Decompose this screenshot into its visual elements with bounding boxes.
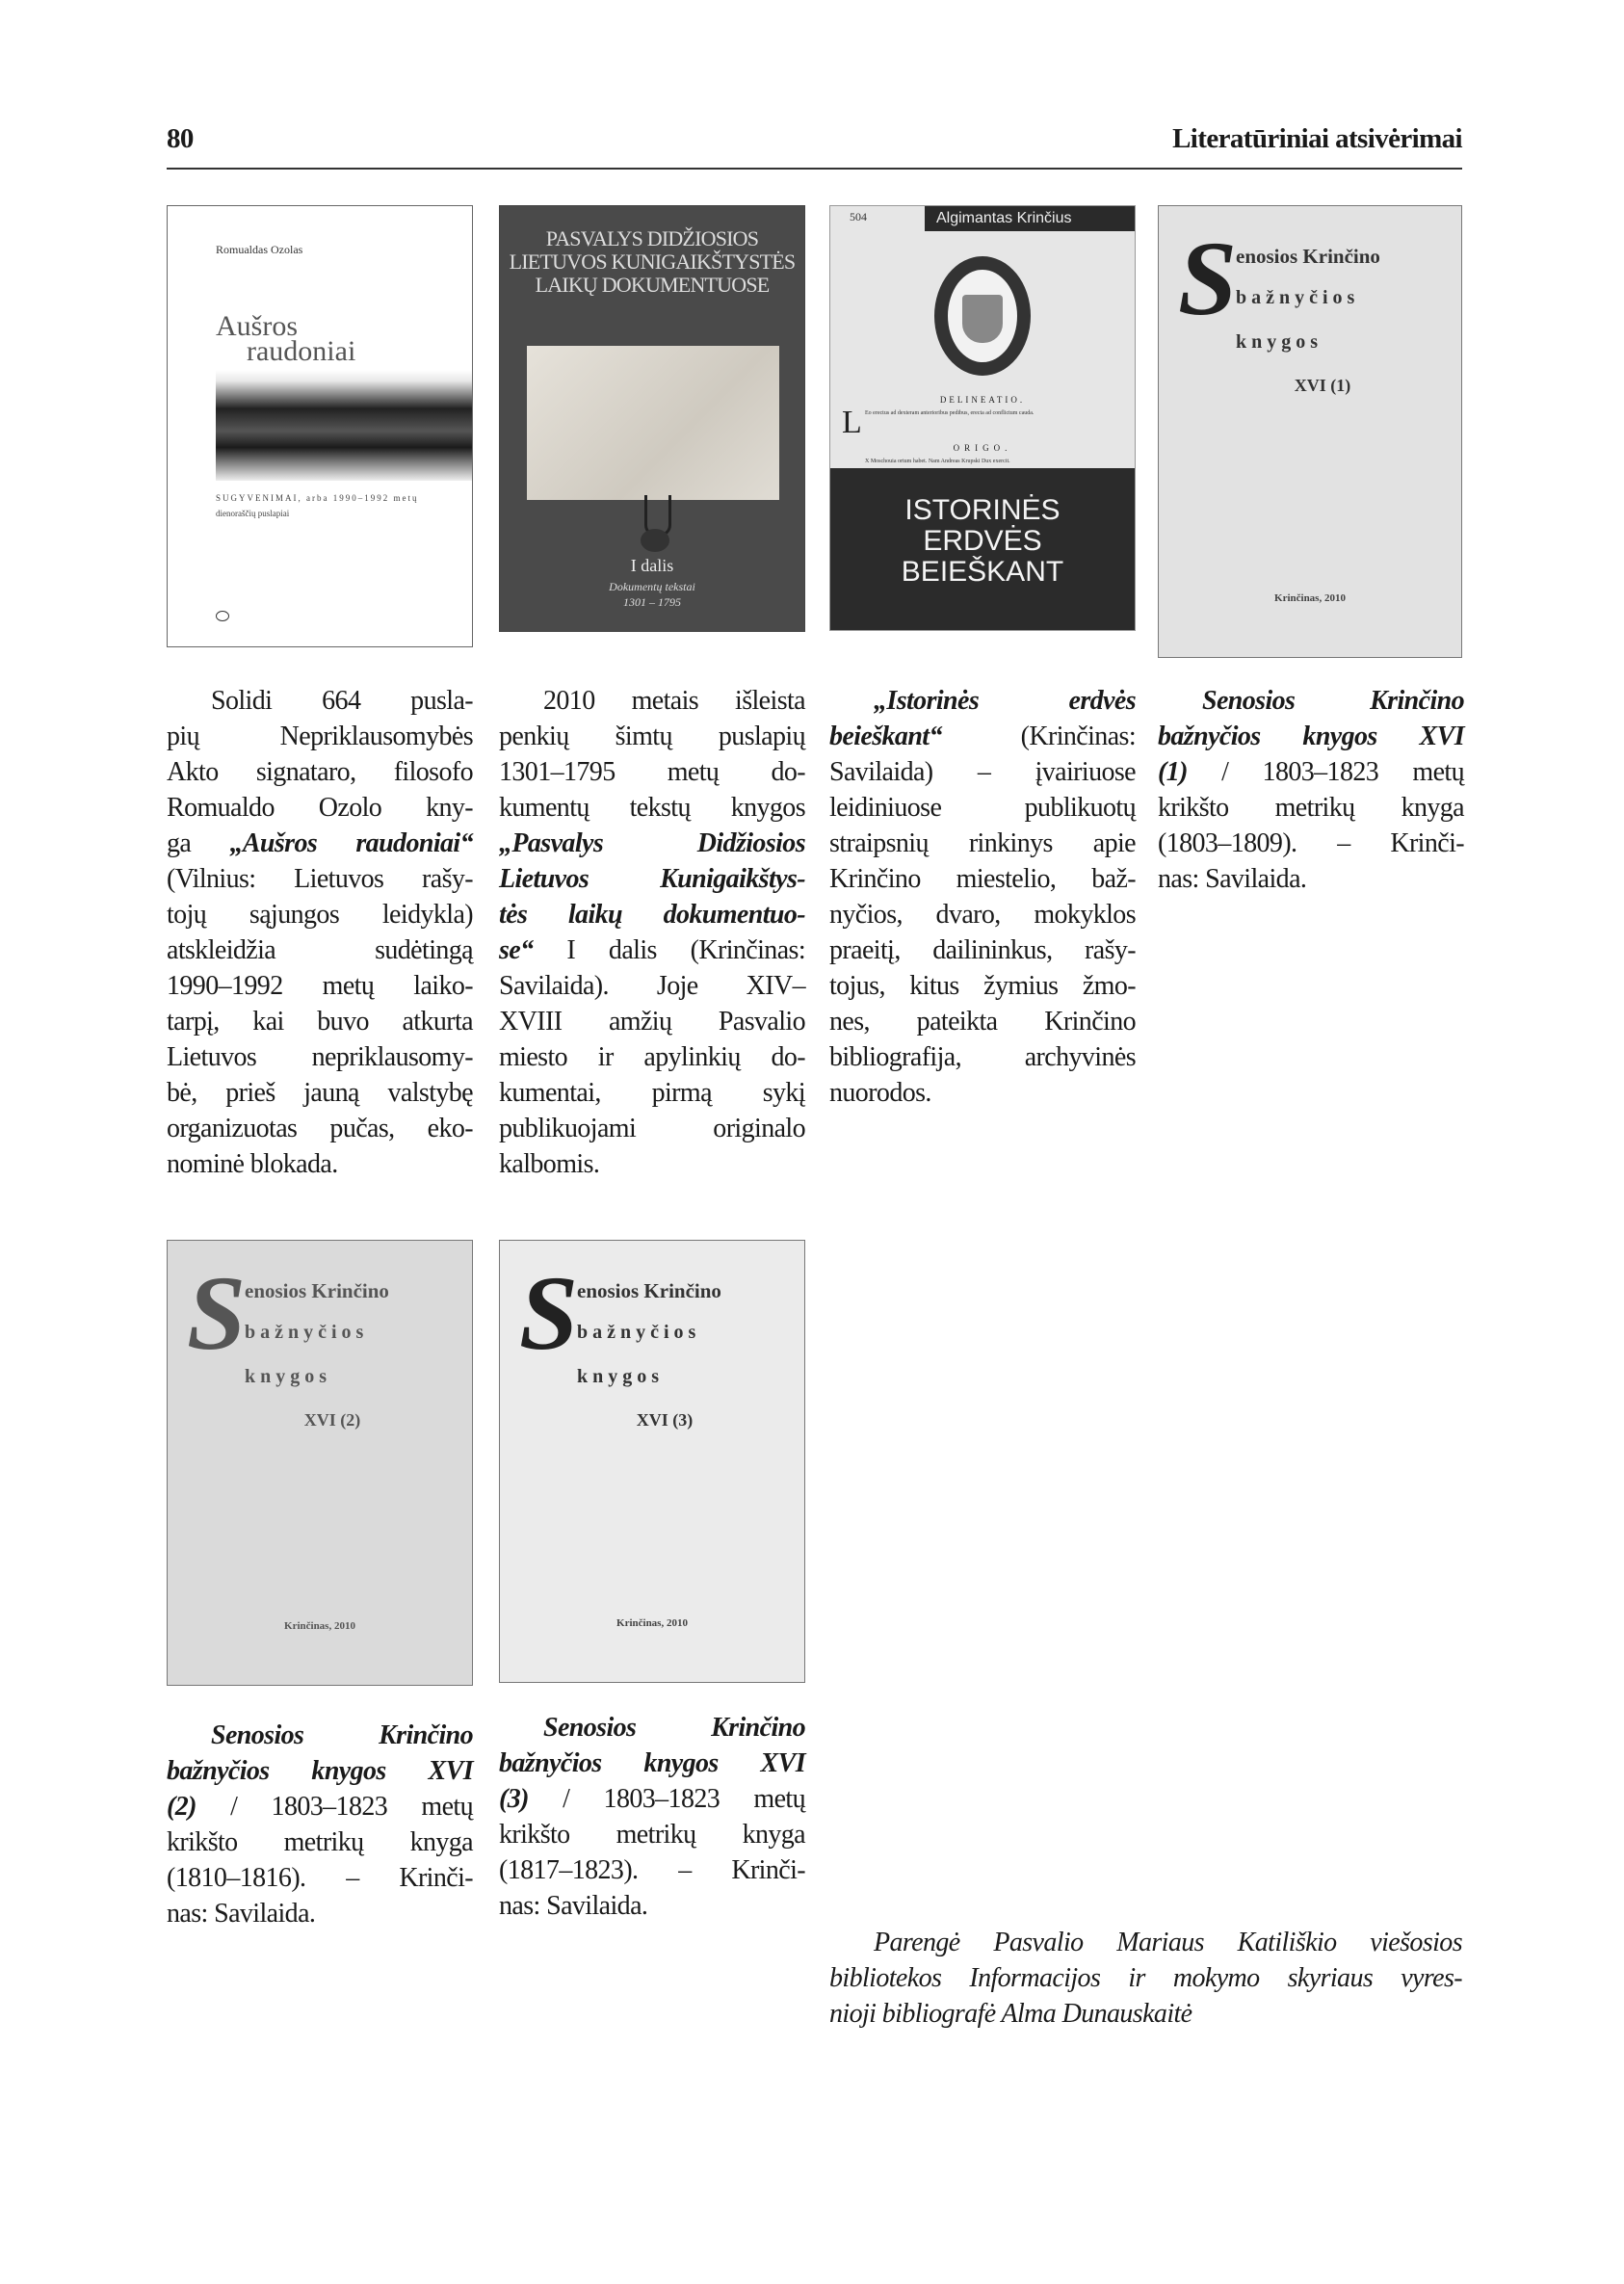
cover-title: PASVALYS DIDŽIOSIOS LIETUVOS KUNIGAIKŠTYSTĖS LAIKŲ DOKUMENTUOSE xyxy=(509,226,796,297)
body-text: tojus, kitus žymius žmo- xyxy=(829,971,1136,1001)
text-line xyxy=(1158,790,1464,826)
cover-initial: S xyxy=(1178,220,1238,337)
body-text: nuorodos. xyxy=(829,1078,931,1108)
body-text: nas: Savilaida. xyxy=(1158,864,1307,894)
text-line xyxy=(499,719,805,754)
body-text: XVIII amžių Pasvalio xyxy=(499,1007,805,1037)
body-text: 1990–1992 metų laiko- xyxy=(167,971,473,1001)
book-title-text: bažnyčios knygos XVI xyxy=(499,1748,805,1778)
cover-old-text: Eo erectus ad dexteram anterioribus pedibus, erecta ad conflictum cauda. xyxy=(865,410,1035,416)
text-line xyxy=(499,932,805,968)
body-text: (1803–1809). – Krinči- xyxy=(1158,828,1464,858)
cover-title-line: knygos xyxy=(1236,331,1323,353)
parchment-document-image xyxy=(527,346,779,500)
body-text: 1301–1795 metų do- xyxy=(499,757,805,787)
text-line xyxy=(167,1789,473,1825)
cover-title-line: enosios Krinčino xyxy=(577,1279,721,1302)
cover-title-line: BEIEŠKANT xyxy=(901,556,1064,588)
shield-icon xyxy=(962,295,1003,343)
body-text: (1817–1823). – Krinči- xyxy=(499,1855,805,1885)
header-rule xyxy=(167,168,1462,170)
text-line xyxy=(499,1146,805,1182)
text-line xyxy=(167,683,473,719)
text-line xyxy=(1158,861,1464,897)
text-line xyxy=(499,1781,805,1817)
text-line xyxy=(1158,826,1464,861)
cover-initial: S xyxy=(519,1254,579,1372)
body-text: Romualdo Ozolo kny- xyxy=(167,793,473,823)
body-text: nes, pateikta Krinčino xyxy=(829,1007,1136,1037)
book-title-text: beieškant“ xyxy=(829,722,942,751)
text-line xyxy=(1158,754,1464,790)
body-text: nas: Savilaida. xyxy=(167,1899,316,1929)
body-text: / 1803–1823 metų xyxy=(196,1792,473,1822)
publisher-logo-icon xyxy=(216,611,229,621)
text-line xyxy=(829,897,1136,932)
body-text: straipsnių rinkinys apie xyxy=(829,828,1136,858)
book-title-text: bažnyčios knygos XVI xyxy=(167,1756,473,1786)
body-text: Savilaida) – įvairiuose xyxy=(829,757,1136,787)
body-text: Krinčino miestelio, baž- xyxy=(829,864,1136,894)
body-text: kumentų tekstų knygos xyxy=(499,793,805,823)
cover-title-line: bažnyčios xyxy=(1236,287,1360,308)
text-line xyxy=(499,1852,805,1888)
book-title-text: (1) xyxy=(1158,757,1188,787)
text-line xyxy=(167,1039,473,1075)
text-line xyxy=(829,826,1136,861)
body-text: / 1803–1823 metų xyxy=(1187,757,1464,787)
text-line xyxy=(829,1004,1136,1039)
body-text: penkių šimtų puslapių xyxy=(499,722,805,751)
text-line xyxy=(829,861,1136,897)
text-line xyxy=(499,968,805,1004)
text-line xyxy=(499,1710,805,1746)
text-line xyxy=(167,719,473,754)
text-line xyxy=(167,932,473,968)
text-line xyxy=(499,1817,805,1852)
text-line xyxy=(499,1039,805,1075)
description-senosios-3 xyxy=(499,1710,805,1924)
book-cover-pasvalys xyxy=(499,205,805,632)
cover-title-line: enosios Krinčino xyxy=(245,1279,389,1302)
text-line xyxy=(167,968,473,1004)
text-line xyxy=(167,754,473,790)
credit-line: bibliotekos Informacijos ir mokymo skyriaus vyres- xyxy=(829,1963,1462,1993)
text-line xyxy=(499,1075,805,1111)
cover-author: Algimantas Krinčius xyxy=(925,206,1135,231)
body-text: krikšto metrikų knyga xyxy=(1158,793,1464,823)
body-text: krikšto metrikų knyga xyxy=(499,1820,805,1850)
text-line xyxy=(167,1004,473,1039)
body-text: praeitį, dailininkus, rašy- xyxy=(829,935,1136,965)
body-text: bė, prieš jauną valstybę xyxy=(167,1078,473,1108)
text-line xyxy=(167,1896,473,1931)
book-title-text: (2) xyxy=(167,1792,196,1822)
body-text: I dalis (Krinčinas: xyxy=(533,935,805,965)
body-text: leidiniuose publikuotų xyxy=(829,793,1136,823)
text-line xyxy=(829,790,1136,826)
text-line xyxy=(167,1075,473,1111)
body-text: krikšto metrikų knyga xyxy=(167,1827,473,1857)
text-line xyxy=(167,1860,473,1896)
body-text: Lietuvos nepriklausomy- xyxy=(167,1042,473,1072)
text-line xyxy=(499,1888,805,1924)
text-line xyxy=(829,968,1136,1004)
text-line xyxy=(167,790,473,826)
drop-cap: L xyxy=(842,405,862,440)
body-text: (Krinčinas: xyxy=(941,722,1136,751)
cover-heading: DELINEATIO. xyxy=(939,395,1026,405)
credit-line: Parengė Pasvalio Mariaus Katiliškio viešosios xyxy=(874,1928,1462,1957)
cover-volume: XVI (2) xyxy=(303,1410,361,1430)
text-line xyxy=(499,826,805,861)
body-text: atskleidžia sudėtingą xyxy=(167,935,473,965)
body-text: Savilaida). Joje XIV– xyxy=(499,971,805,1001)
body-text: miesto ir apylinkių do- xyxy=(499,1042,805,1072)
cover-initial: S xyxy=(187,1254,247,1372)
book-title-text: tės laikų dokumentuo- xyxy=(499,900,805,930)
text-line xyxy=(829,1039,1136,1075)
body-text: / 1803–1823 metų xyxy=(528,1784,805,1814)
text-line xyxy=(1158,719,1464,754)
book-title-text: „Aušros raudoniai“ xyxy=(229,828,473,858)
book-title-text: Senosios Krinčino xyxy=(211,1720,473,1750)
text-line xyxy=(829,1075,1136,1111)
cover-author: Romualdas Ozolas xyxy=(216,243,303,256)
body-text: (Vilnius: Lietuvos rašy- xyxy=(167,864,473,894)
cover-volume: XVI (1) xyxy=(1294,376,1351,395)
text-line xyxy=(829,719,1136,754)
book-cover-istorines-erdves xyxy=(829,205,1136,631)
cover-title xyxy=(216,310,356,367)
text-line xyxy=(1158,683,1464,719)
cover-title-line: knygos xyxy=(577,1366,665,1387)
cover-title-line: bažnyčios xyxy=(245,1322,369,1343)
text-line xyxy=(499,790,805,826)
book-title-text: Lietuvos Kunigaikštys- xyxy=(499,864,805,894)
description-senosios-2 xyxy=(167,1718,473,1931)
body-text: Solidi 664 pusla- xyxy=(211,686,473,716)
text-line xyxy=(167,1146,473,1182)
body-text: tarpį, kai buvo atkurta xyxy=(167,1007,473,1037)
book-cover-senosios-3 xyxy=(499,1240,805,1683)
cover-part: I dalis xyxy=(630,556,674,575)
text-line xyxy=(167,1111,473,1146)
cover-title-line: raudoniai xyxy=(247,335,356,367)
text-line xyxy=(499,683,805,719)
text-line xyxy=(167,1753,473,1789)
book-cover-ausros-raudoniai xyxy=(167,205,473,647)
cover-title-line: Aušros xyxy=(216,310,299,342)
book-title-text: Senosios Krinčino xyxy=(1202,686,1464,716)
cover-publisher: Krinčinas, 2010 xyxy=(284,1620,355,1632)
cover-title-line: knygos xyxy=(245,1366,332,1387)
book-title-text: „Istorinės erdvės xyxy=(874,686,1136,716)
cover-subtitle: SUGYVENIMAI, arba 1990–1992 metų xyxy=(216,493,419,503)
book-title-text: se“ xyxy=(499,935,534,965)
cover-heading: ORIGO. xyxy=(953,443,1012,453)
body-text: pių Nepriklausomybės xyxy=(167,722,473,751)
cover-photo xyxy=(216,370,472,481)
cover-title xyxy=(830,495,1135,588)
cover-page-number: 504 xyxy=(850,210,867,223)
cover-years: 1301 – 1795 xyxy=(623,595,681,609)
description-ausros-raudoniai xyxy=(167,683,473,1182)
book-cover-senosios-2 xyxy=(167,1240,473,1686)
body-text: nas: Savilaida. xyxy=(499,1891,648,1921)
book-title-text: Senosios Krinčino xyxy=(543,1713,805,1743)
body-text: 2010 metais išleista xyxy=(543,686,805,716)
text-line xyxy=(167,826,473,861)
body-text: publikuojami originalo xyxy=(499,1114,805,1143)
description-pasvalys xyxy=(499,683,805,1182)
body-text: (1810–1816). – Krinči- xyxy=(167,1863,473,1893)
body-text: kalbomis. xyxy=(499,1149,600,1179)
body-text: bibliografija, archyvinės xyxy=(829,1042,1136,1072)
cover-old-text: X Moschouia ortum habet. Nam Andreas Krupski Dux exercit. xyxy=(865,459,1010,464)
cover-title-line: ISTORINĖS xyxy=(904,494,1061,526)
running-header-title: Literatūriniai atsivėrimai xyxy=(1172,123,1462,154)
credit-line: nioji bibliografė Alma Dunauskaitė xyxy=(829,1999,1192,2029)
page-number: 80 xyxy=(167,123,194,154)
text-line xyxy=(829,932,1136,968)
text-line xyxy=(499,754,805,790)
book-title-text: bažnyčios knygos XVI xyxy=(1158,722,1464,751)
text-line xyxy=(499,897,805,932)
body-text: nominė blokada. xyxy=(167,1149,338,1179)
cover-title-line: ERDVĖS xyxy=(923,525,1042,557)
body-text: kumentai, pirmą sykį xyxy=(499,1078,805,1108)
book-title-text: (3) xyxy=(499,1784,529,1814)
text-line xyxy=(499,1746,805,1781)
text-line xyxy=(167,1825,473,1860)
cover-publisher: Krinčinas, 2010 xyxy=(616,1617,688,1629)
text-line xyxy=(829,754,1136,790)
cover-title-line: enosios Krinčino xyxy=(1236,245,1380,268)
cover-subtitle: dienoraščių puslapiai xyxy=(216,509,290,518)
text-line xyxy=(499,861,805,897)
cover-volume: XVI (3) xyxy=(636,1410,694,1430)
body-text: organizuotas pučas, eko- xyxy=(167,1114,473,1143)
cover-part-subtitle: Dokumentų tekstai xyxy=(609,580,695,593)
book-cover-senosios-1 xyxy=(1158,205,1462,658)
body-text: tojų sąjungos leidykla) xyxy=(167,900,473,930)
text-line xyxy=(167,897,473,932)
cover-title-line: bažnyčios xyxy=(577,1322,701,1343)
text-line xyxy=(167,1718,473,1753)
book-title-text: „Pasvalys Didžiosios xyxy=(499,828,805,858)
body-text: nyčios, dvaro, mokyklos xyxy=(829,900,1136,930)
cover-publisher: Krinčinas, 2010 xyxy=(1274,592,1346,604)
text-line xyxy=(499,1111,805,1146)
text-line xyxy=(829,683,1136,719)
body-text: ga xyxy=(167,828,230,858)
description-istorines-erdves xyxy=(829,683,1136,1111)
body-text: Akto signataro, filosofo xyxy=(167,757,473,787)
text-line xyxy=(499,1004,805,1039)
text-line xyxy=(167,861,473,897)
seal-icon xyxy=(641,529,669,552)
prepared-by-credit xyxy=(829,1925,1462,2032)
description-senosios-1 xyxy=(1158,683,1464,897)
